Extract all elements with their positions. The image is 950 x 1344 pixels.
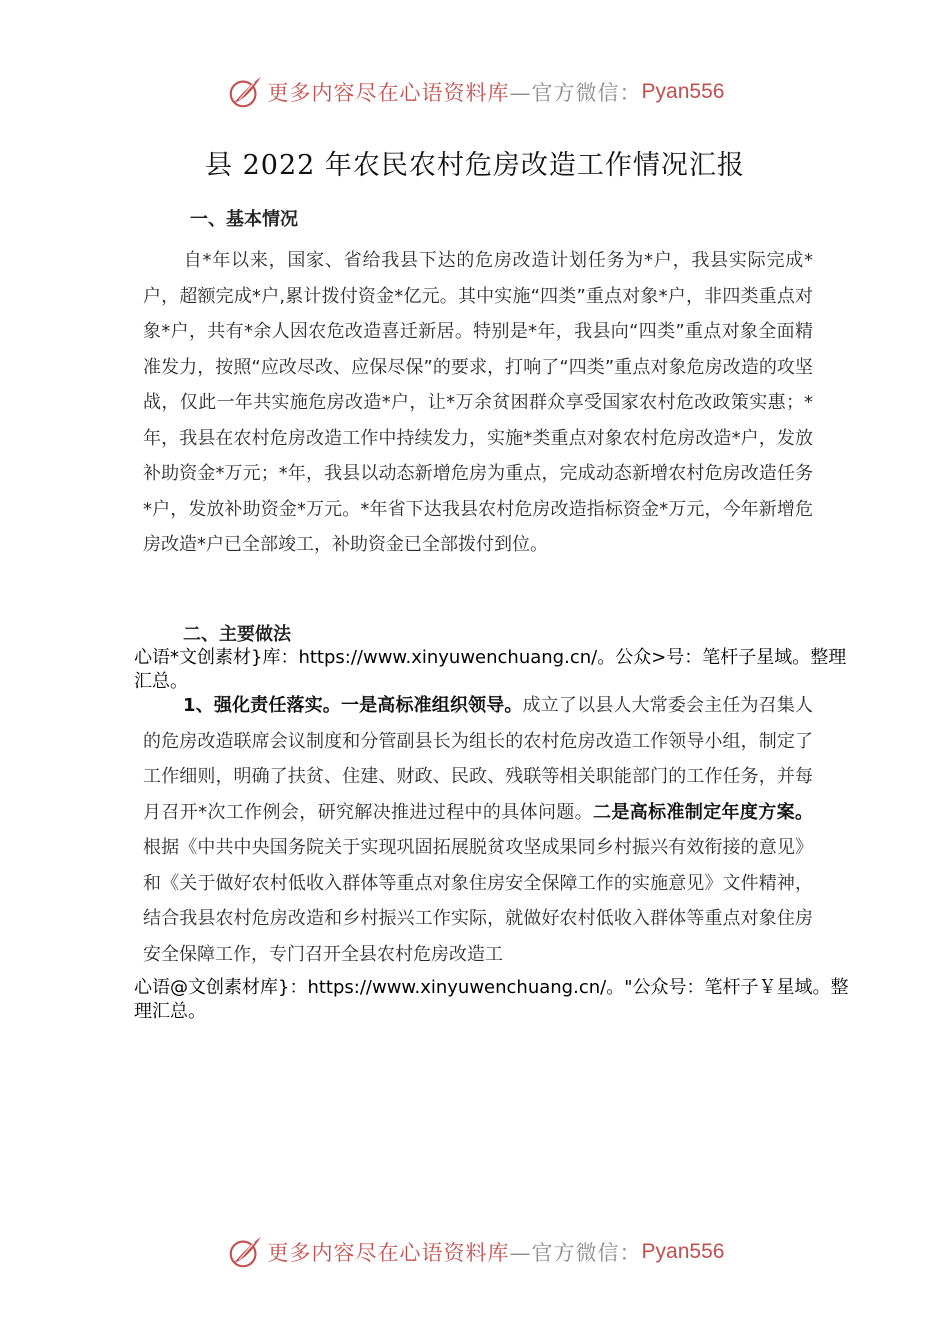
banner-wechat-id: Pyan556 <box>641 80 725 103</box>
section-heading-basic: 一、基本情况 <box>190 209 298 230</box>
banner-wechat-id: Pyan556 <box>641 1240 725 1263</box>
banner-text: 更多内容尽在心语资料库 <box>267 81 510 105</box>
watermark-line: 心语*文创素材}库：https://www.xinyuwenchuang.cn/。公众>号：笔杆子星域。整理汇总。 <box>134 647 847 692</box>
footer-banner <box>0 1232 950 1272</box>
banner-text: 更多内容尽在心语资料库 <box>267 1241 510 1265</box>
section1-paragraph <box>143 243 813 563</box>
section2-item1-paragraph <box>143 688 813 972</box>
header-banner <box>0 72 950 112</box>
banner-separator: —官方微信： <box>509 1241 642 1265</box>
feather-logo-icon <box>226 1233 264 1271</box>
banner-separator: —官方微信： <box>509 81 642 105</box>
document-title: 县 2022 年农民农村危房改造工作情况汇报 <box>205 150 745 181</box>
item1-label: 1、强化责任落实。 <box>183 695 341 716</box>
section-heading-practices: 二、主要做法 <box>183 624 291 645</box>
item1-sub2-heading: 二是高标准制定年度方案。 <box>593 801 814 823</box>
item1-sub1-heading: 一是高标准组织领导。 <box>340 695 523 716</box>
section1-text: 自*年以来，国家、省给我县下达的危房改造计划任务为*户，我县实际完成*户，超额完成*户,累计拨付资金*亿元。其中实施“四类”重点对象*户，非四类重点对象*户，共有*余人因农危改造喜迁新居。特别是*年，我县向“四类”重点对象全面精准发力，按照“应改尽改、应保尽保”的要求，打响了“四类”重点对象危房改造的攻坚战，仅此一年共实施危房改造*户，让*万余贫困群众享受国家农村危改政策实惠；*年，我县在农村危房改造工作中持续发力，实施*类重点对象农村危房改造*户，发放补助资金*万元；*年，我县以动态新增危房为重点，完成动态新增农村危房改造任务*户，发放补助资金*万元。*年省下达我县农村危房改造指标资金*万元，今年新增危房改造*户已全部竣工，补助资金已全部拨付到位。 <box>143 250 813 555</box>
feather-logo-icon <box>226 73 264 111</box>
item1-sub2-text: 根据《中共中央国务院关于实现巩固拓展脱贫攻坚成果同乡村振兴有效衔接的意见》和《关于做好农村低收入群体等重点对象住房安全保障工作的实施意见》文件精神，结合我县农村危房改造和乡村振兴工作实际，就做好农村低收入群体等重点对象住房安全保障工作，专门召开全县农村危房改造工 <box>143 837 813 965</box>
item1-sub1-text: 成立了以县人大常委会主任为召集人的危房改造联席会议制度和分管副县长为组长的农村危房改造工作领导小组，制定了工作细则，明确了扶贫、住建、财政、民政、残联等相关职能部门的工作任务，并每月召开*次工作例会，研究解决推进过程中的具体问题。 <box>143 695 814 823</box>
watermark-line: 心语@文创素材库}：https://www.xinyuwenchuang.cn/。"公众号：笔杆子￥星域。整理汇总。 <box>134 977 849 1022</box>
